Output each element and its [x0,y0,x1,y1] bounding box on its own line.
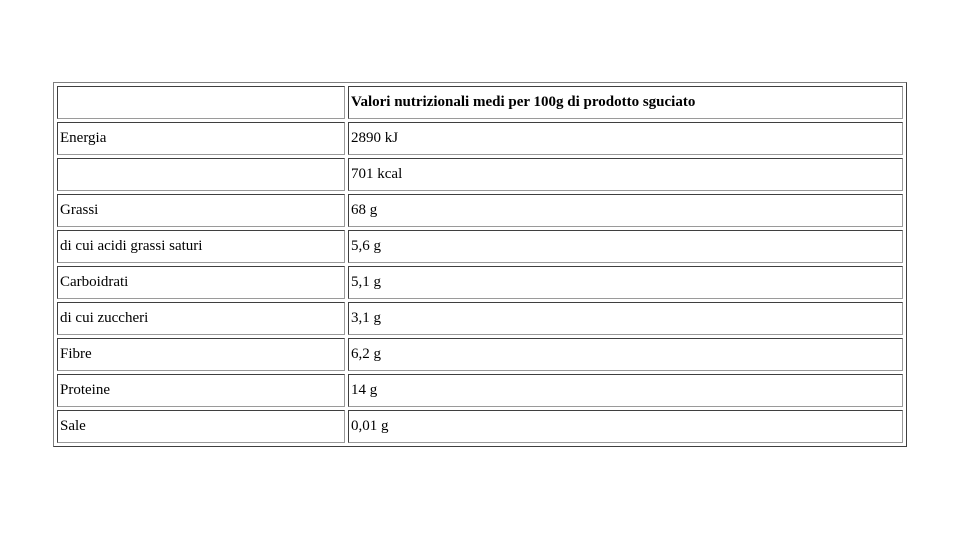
header-label-cell [57,86,345,119]
table-row [57,194,903,227]
row-label-grassi: Grassi [57,194,345,227]
row-label-empty [57,158,345,191]
table-row [57,266,903,299]
table-row [57,374,903,407]
nutrition-table [53,82,907,447]
row-label-sale: Sale [57,410,345,443]
row-value-carboidrati: 5,1 g [348,266,903,299]
row-label-carboidrati: Carboidrati [57,266,345,299]
table-row [57,338,903,371]
row-label-fibre: Fibre [57,338,345,371]
row-label-grassi-saturi: di cui acidi grassi saturi [57,230,345,263]
table-header-row [57,86,903,119]
table-row [57,410,903,443]
table-row [57,302,903,335]
row-value-energia-kcal: 701 kcal [348,158,903,191]
row-value-zuccheri: 3,1 g [348,302,903,335]
row-label-zuccheri: di cui zuccheri [57,302,345,335]
header-title-cell: Valori nutrizionali medi per 100g di prodotto sguciato [348,86,903,119]
table-row [57,158,903,191]
row-value-energia-kj: 2890 kJ [348,122,903,155]
row-value-sale: 0,01 g [348,410,903,443]
table-row [57,230,903,263]
row-label-energia: Energia [57,122,345,155]
row-label-proteine: Proteine [57,374,345,407]
row-value-grassi-saturi: 5,6 g [348,230,903,263]
table-row [57,122,903,155]
row-value-fibre: 6,2 g [348,338,903,371]
row-value-grassi: 68 g [348,194,903,227]
row-value-proteine: 14 g [348,374,903,407]
